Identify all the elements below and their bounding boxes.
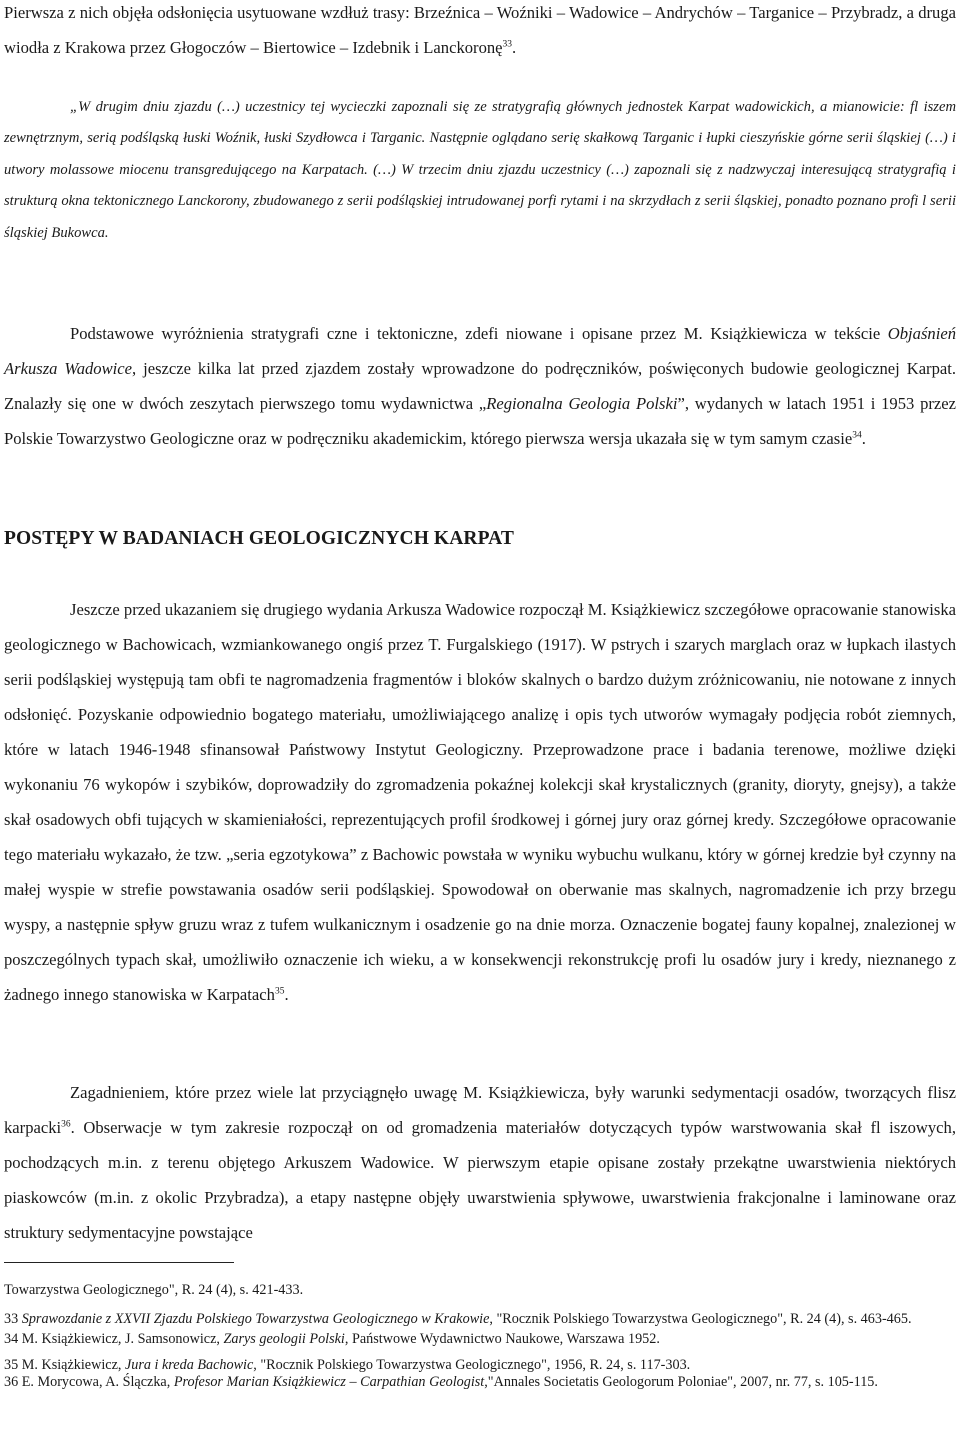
title-objasnien: Objaśnień Arkusza Wadowice: [4, 324, 956, 378]
paragraph-intro: Pierwsza z nich objęła odsłonięcia usytuowane wzdłuż trasy: Brzeźnica – Woźniki – Wadowice – Andrychów – Targanice – Przybradz, a druga wiodła z Krakowa przez Głogoczów – Biertowice – Izdebnik i Lanckoronę$^{33}$.: [4, 3, 956, 57]
quote-paragraph: „W drugim dniu zjazdu (…) uczestnicy tej wycieczki zapoznali się ze stratygrafią głównych jednostek Karpat wadowickich, a mianowicie: fl iszem zewnętrznym, serią podśląską łuski Woźnik, łuski Szydłowca i Targanic. Następnie oglądano serię skałkową Targanic i łupki cieszyńskie górne serii śląskiej (…) i utwory molassowe miocenu transgredującego na Karpatach. (…) W trzecim dniu zjazdu uczestnicy (…) zapoznali się z nadzwyczaj interesującą stratygrafią i strukturą okna tektonicznego Lanckorony, zbudowanego z serii podśląskiej intrudowanej porfi rytami i na skrzydłach z serii śląskiej, ponadto poznano profi l serii śląskiej Bukowca.: [4, 99, 956, 241]
paragraph-third: Jeszcze przed ukazaniem się drugiego wydania Arkusza Wadowice rozpoczął M. Książkiewicz szczegółowe opracowanie stanowiska geologicznego w Bachowicach, wzmiankowanego ongiś przez T. Furgalskiego (1917). W pstrych i szarych marglach oraz w łupkach ilastych serii podśląskiej występują tam obfi te nagromadzenia fragmentów i bloków skalnych o bardzo dużym zróżnicowaniu, nie notowane z innych odsłonięć. Pozyskanie odpowiednio bogatego materiału, umożliwiającego analizę i opis tych utworów wymagały podjęcia robót ziemnych, które w latach 1946-1948 sfinansował Państwowy Instytut Geologiczny. Przeprowadzone prace i badania terenowe, możliwe dzięki wykonaniu 76 wykopów i szybików, doprowadziły do zgromadzenia pokaźnej kolekcji skał krystalicznych (granity, dioryty, gnejsy), a także skał osadowych obfi tujących w skamieniałości, reprezentujących profil środkowej i górnej jury oraz górnej kredy. Szczegółowe opracowanie tego materiału wykazało, że tzw. „seria egzotykowa” z Bachowic powstała w wyniku wybuchu wulkanu, który w górnej kredzie był czynny na małej wyspie w strefie powstawania osadów serii podśląskiej. Spowodował on oberwanie mas skalnych, nagromadzenie ich przy brzegu wyspy, a następnie spływ gruzu wraz z tufem wulkanicznym i osadzenie go na dnie morza. Oznaczenie bogatej fauny kopalnej, znalezionej w poszczególnych typach skał, umożliwiło oznaczenie ich wieku, a w konsekwencji rekonstrukcję profi lu osadów jury i kredy, nieznanego z żadnego innego stanowiska w Karpatach$^{35}$.: [4, 600, 956, 1004]
section-heading: POSTĘPY W BADANIACH GEOLOGICZNYCH KARPAT: [4, 528, 514, 549]
footnote-34: 34 M. Książkiewicz, J. Samsonowicz, Zarys geologii Polski, Państwowe Wydawnictwo Naukowe, Warszawa 1952.: [4, 1331, 660, 1347]
block-quote: [4, 92, 956, 249]
paragraph-second: Podstawowe wyróżnienia stratygrafi czne i tektoniczne, zdefi niowane i opisane przez M. Książkiewicza w tekście Objaśnień Arkusza Wadowice, jeszcze kilka lat przed zjazdem zostały wprowadzone do podręczników, poświęconych budowie geologicznej Karpat. Znalazły się one w dwóch zeszytach pierwszego tomu wydawnictwa „Regionalna Geologia Polski”, wydanych w latach 1951 i 1953 przez Polskie Towarzystwo Geologiczne oraz w podręczniku akademickim, którego pierwsza wersja ukazała się w tym samym czasie$^{34}$.: [4, 324, 956, 448]
footnote-separator: [4, 1262, 234, 1263]
footnotes: [4, 1281, 956, 1391]
footnote-ref-36[interactable]: 36: [61, 1119, 71, 1130]
footnote-ref-35[interactable]: 35: [274, 986, 285, 997]
footnote-ref-33[interactable]: 33: [502, 39, 513, 50]
footnote-continuation: Towarzystwa Geologicznego", R. 24 (4), s. 421-433.: [4, 1282, 304, 1298]
paragraph-fourth: Zagadnieniem, które przez wiele lat przyciągnęło uwagę M. Książkiewicza, były warunki sedymentacji osadów, tworzących flisz karpacki$^{36}$. Obserwacje w tym zakresie rozpoczął on od gromadzenia materiałów dotyczących typów warstwowania skał fl iszowych, pochodzących m.in. z terenu objętego Arkuszem Wadowice. W pierwszym etapie opisane zostały przekątne uwarstwienia niektórych piaskowców (m.in. z okolic Przybradza), a etapy następne objęły uwarstwienia spływowe, uwarstwienia frakcjonalne i laminowane oraz struktury sedymentacyjne powstające: [4, 1083, 956, 1242]
footnote-33: 33 Sprawozdanie z XXVII Zjazdu Polskiego Towarzystwa Geologicznego w Krakowie, "Rocznik Polskiego Towarzystwa Geologicznego", R. 24 (4), s. 463-465.: [4, 1311, 912, 1327]
footnote-ref-34[interactable]: 34: [852, 430, 862, 441]
title-regionalna-geologia: Regionalna Geologia Polski: [486, 394, 678, 413]
footnote-35: 35 M. Książkiewicz, Jura i kreda Bachowic, "Rocznik Polskiego Towarzystwa Geologicznego", 1956, R. 24, s. 117-303.: [4, 1357, 691, 1373]
footnote-36: 36 E. Morycowa, A. Ślączka, Profesor Marian Książkiewicz – Carpathian Geologist,"Annales Societatis Geologorum Poloniae", 2007, nr. 77, s. 105-115.: [4, 1374, 878, 1390]
